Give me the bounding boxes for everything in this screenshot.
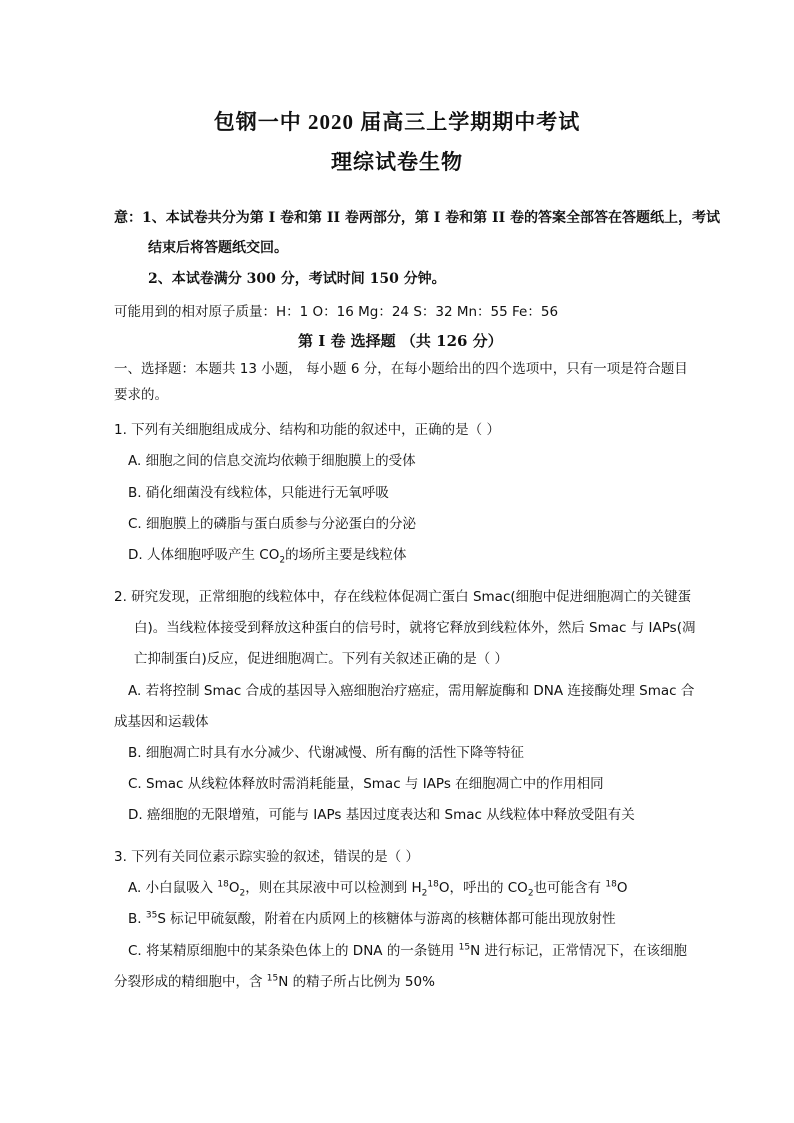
exam-subtitle: 理综试卷生物 xyxy=(331,150,463,174)
q1-option-a: A. 细胞之间的信息交流均依赖于细胞膜上的受体 xyxy=(128,453,416,469)
q3-stem: 3. 下列有关同位素示踪实验的叙述，错误的是（ ） xyxy=(114,849,419,865)
note-2: 2、本试卷满分 300 分，考试时间 150 分钟。 xyxy=(148,271,446,287)
q2-option-b: B. 细胞凋亡时具有水分减少、代谢减慢、所有酶的活性下降等特征 xyxy=(128,745,524,761)
q3-option-c-line-1: C. 将某精原细胞中的某条染色体上的 DNA 的一条链用 $^{15}$N 进行标记，正常情况下，在该细胞 xyxy=(128,942,687,959)
q2-option-a-line-2: 成基因和运载体 xyxy=(114,714,209,730)
section-intro-line-2: 要求的。 xyxy=(114,387,168,403)
q2-option-d: D. 癌细胞的无限增殖，可能与 IAPs 基因过度表达和 Smac 从线粒体中释放受阻有关 xyxy=(128,807,635,823)
q1-option-d: D. 人体细胞呼吸产生 $CO_2$的场所主要是线粒体 xyxy=(128,547,407,566)
q2-stem-line-2: 白)。当线粒体接受到释放这种蛋白的信号时，就将它释放到线粒体外，然后 Smac 与 IAPs(凋 xyxy=(134,620,696,636)
section-heading: 第 I 卷 选择题 （共 126 分） xyxy=(298,332,503,350)
q2-option-c: C. Smac 从线粒体释放时需消耗能量，Smac 与 IAPs 在细胞凋亡中的作用相同 xyxy=(128,776,604,792)
exam-title: 包钢一中 2020 届高三上学期期中考试 xyxy=(213,110,581,134)
atomic-masses: 可能用到的相对原子质量：H：1 O：16 Mg：24 S：32 Mn：55 Fe：56 xyxy=(114,304,559,320)
q2-option-a-line-1: A. 若将控制 Smac 合成的基因导入癌细胞治疗癌症，需用解旋酶和 DNA 连接酶处理 Smac 合 xyxy=(128,683,695,699)
q2-stem-line-1: 2. 研究发现，正常细胞的线粒体中，存在线粒体促凋亡蛋白 Smac(细胞中促进细胞凋亡的关键蛋 xyxy=(114,589,692,605)
section-intro-line-1: 一、选择题：本题共 13 小题， 每小题 6 分，在每小题给出的四个选项中，只有一项是符合题目 xyxy=(114,361,688,377)
q1-stem: 1. 下列有关细胞组成成分、结构和功能的叙述中，正确的是（ ） xyxy=(114,422,500,438)
q1-option-b: B. 硝化细菌没有线粒体，只能进行无氧呼吸 xyxy=(128,485,389,501)
q3-option-c-line-2: 分裂形成的精细胞中，含 $^{15}$N 的精子所占比例为 50% xyxy=(114,973,435,990)
q1-option-c: C. 细胞膜上的磷脂与蛋白质参与分泌蛋白的分泌 xyxy=(128,516,417,532)
q2-stem-line-3: 亡抑制蛋白)反应，促进细胞凋亡。下列有关叙述正确的是（ ） xyxy=(134,651,509,667)
q3-option-b: B. $^{35}$S 标记甲硫氨酸，附着在内质网上的核糖体与游离的核糖体都可能出现放射性 xyxy=(128,910,616,927)
q3-option-a: A. 小白鼠吸入 $^{18}O_2$，则在其尿液中可以检测到 $H_2^{18}O$，呼出的 $CO_2$也可能含有 $^{18}$O xyxy=(128,879,628,899)
note-1-line-2: 结束后将答题纸交回。 xyxy=(148,240,288,256)
note-1-line-1: 意：1、本试卷共分为第 I 卷和第 II 卷两部分，第 I 卷和第 II 卷的答案全部答在答题纸上，考试 xyxy=(114,210,721,226)
